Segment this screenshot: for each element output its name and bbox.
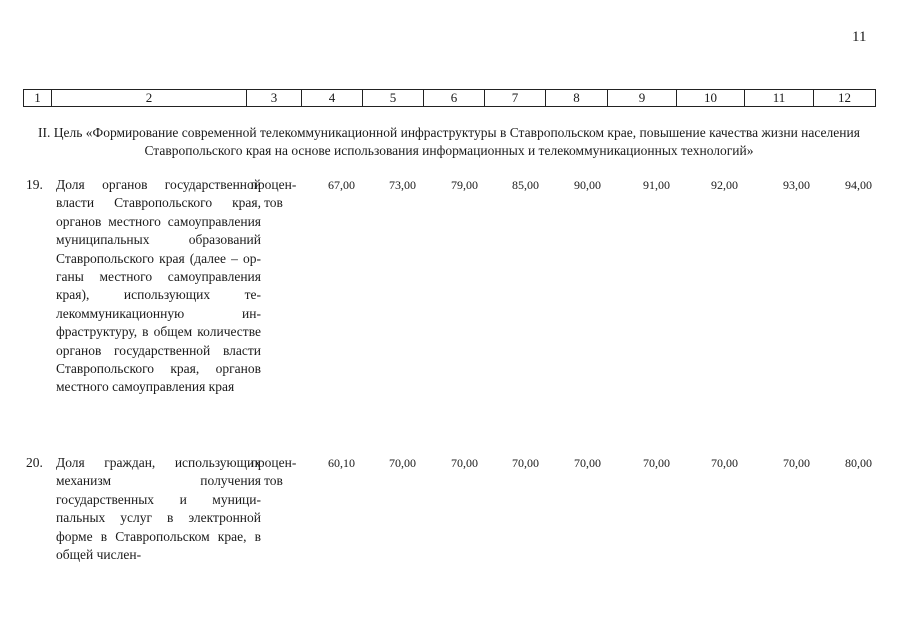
header-col-2: 2: [52, 90, 247, 107]
row-value: 67,00: [328, 178, 355, 192]
row-value: 79,00: [451, 178, 478, 192]
row-value: 85,00: [512, 178, 539, 192]
row-value: 70,00: [783, 456, 810, 470]
row-value: 70,00: [512, 456, 539, 470]
row-unit: процентов: [250, 455, 297, 489]
page-number: 11: [852, 29, 867, 45]
row-description: Доля органов государственной власти Ставропольского края, органов местного самоуправления муниципальных образований Ставропольского края (далее – органы местного самоуправления края), использующих телекоммуникационную инфраструктуру, в общем количестве органов государственной власти Ставропольского края, органов местного самоуправления края: [56, 177, 261, 395]
header-col-1: 1: [24, 90, 52, 107]
row-value: 80,00: [845, 456, 872, 470]
row-value: 60,10: [328, 456, 355, 470]
row-value: 70,00: [711, 456, 738, 470]
row-value: 73,00: [389, 178, 416, 192]
header-col-12: 12: [814, 90, 876, 107]
row-number: 19.: [26, 177, 43, 192]
header-col-10: 10: [677, 90, 745, 107]
header-col-5: 5: [363, 90, 424, 107]
row-unit: процентов: [250, 177, 297, 211]
row-value: 94,00: [845, 178, 872, 192]
row-value: 93,00: [783, 178, 810, 192]
section-title: II. Цель «Формирование современной телекоммуникационной инфраструктуры в Ставропольском крае, повышение качества жизни населения Ставропольского края на основе использования информационных и телекоммуникационных технологий»: [38, 125, 860, 158]
header-col-6: 6: [424, 90, 485, 107]
row-description: Доля граждан, использующих механизм получения государственных и муниципальных услуг в электронной форме в Ставропольском крае, в общей числен-: [56, 455, 261, 563]
header-col-8: 8: [546, 90, 608, 107]
row-value: 70,00: [389, 456, 416, 470]
row-value: 92,00: [711, 178, 738, 192]
header-col-4: 4: [302, 90, 363, 107]
header-col-7: 7: [485, 90, 546, 107]
row-value: 90,00: [574, 178, 601, 192]
header-col-9: 9: [608, 90, 677, 107]
row-value: 70,00: [451, 456, 478, 470]
column-number-header: [23, 89, 876, 107]
header-col-11: 11: [745, 90, 814, 107]
row-value: 91,00: [643, 178, 670, 192]
row-value: 70,00: [643, 456, 670, 470]
header-col-3: 3: [247, 90, 302, 107]
row-number: 20.: [26, 455, 43, 470]
row-value: 70,00: [574, 456, 601, 470]
